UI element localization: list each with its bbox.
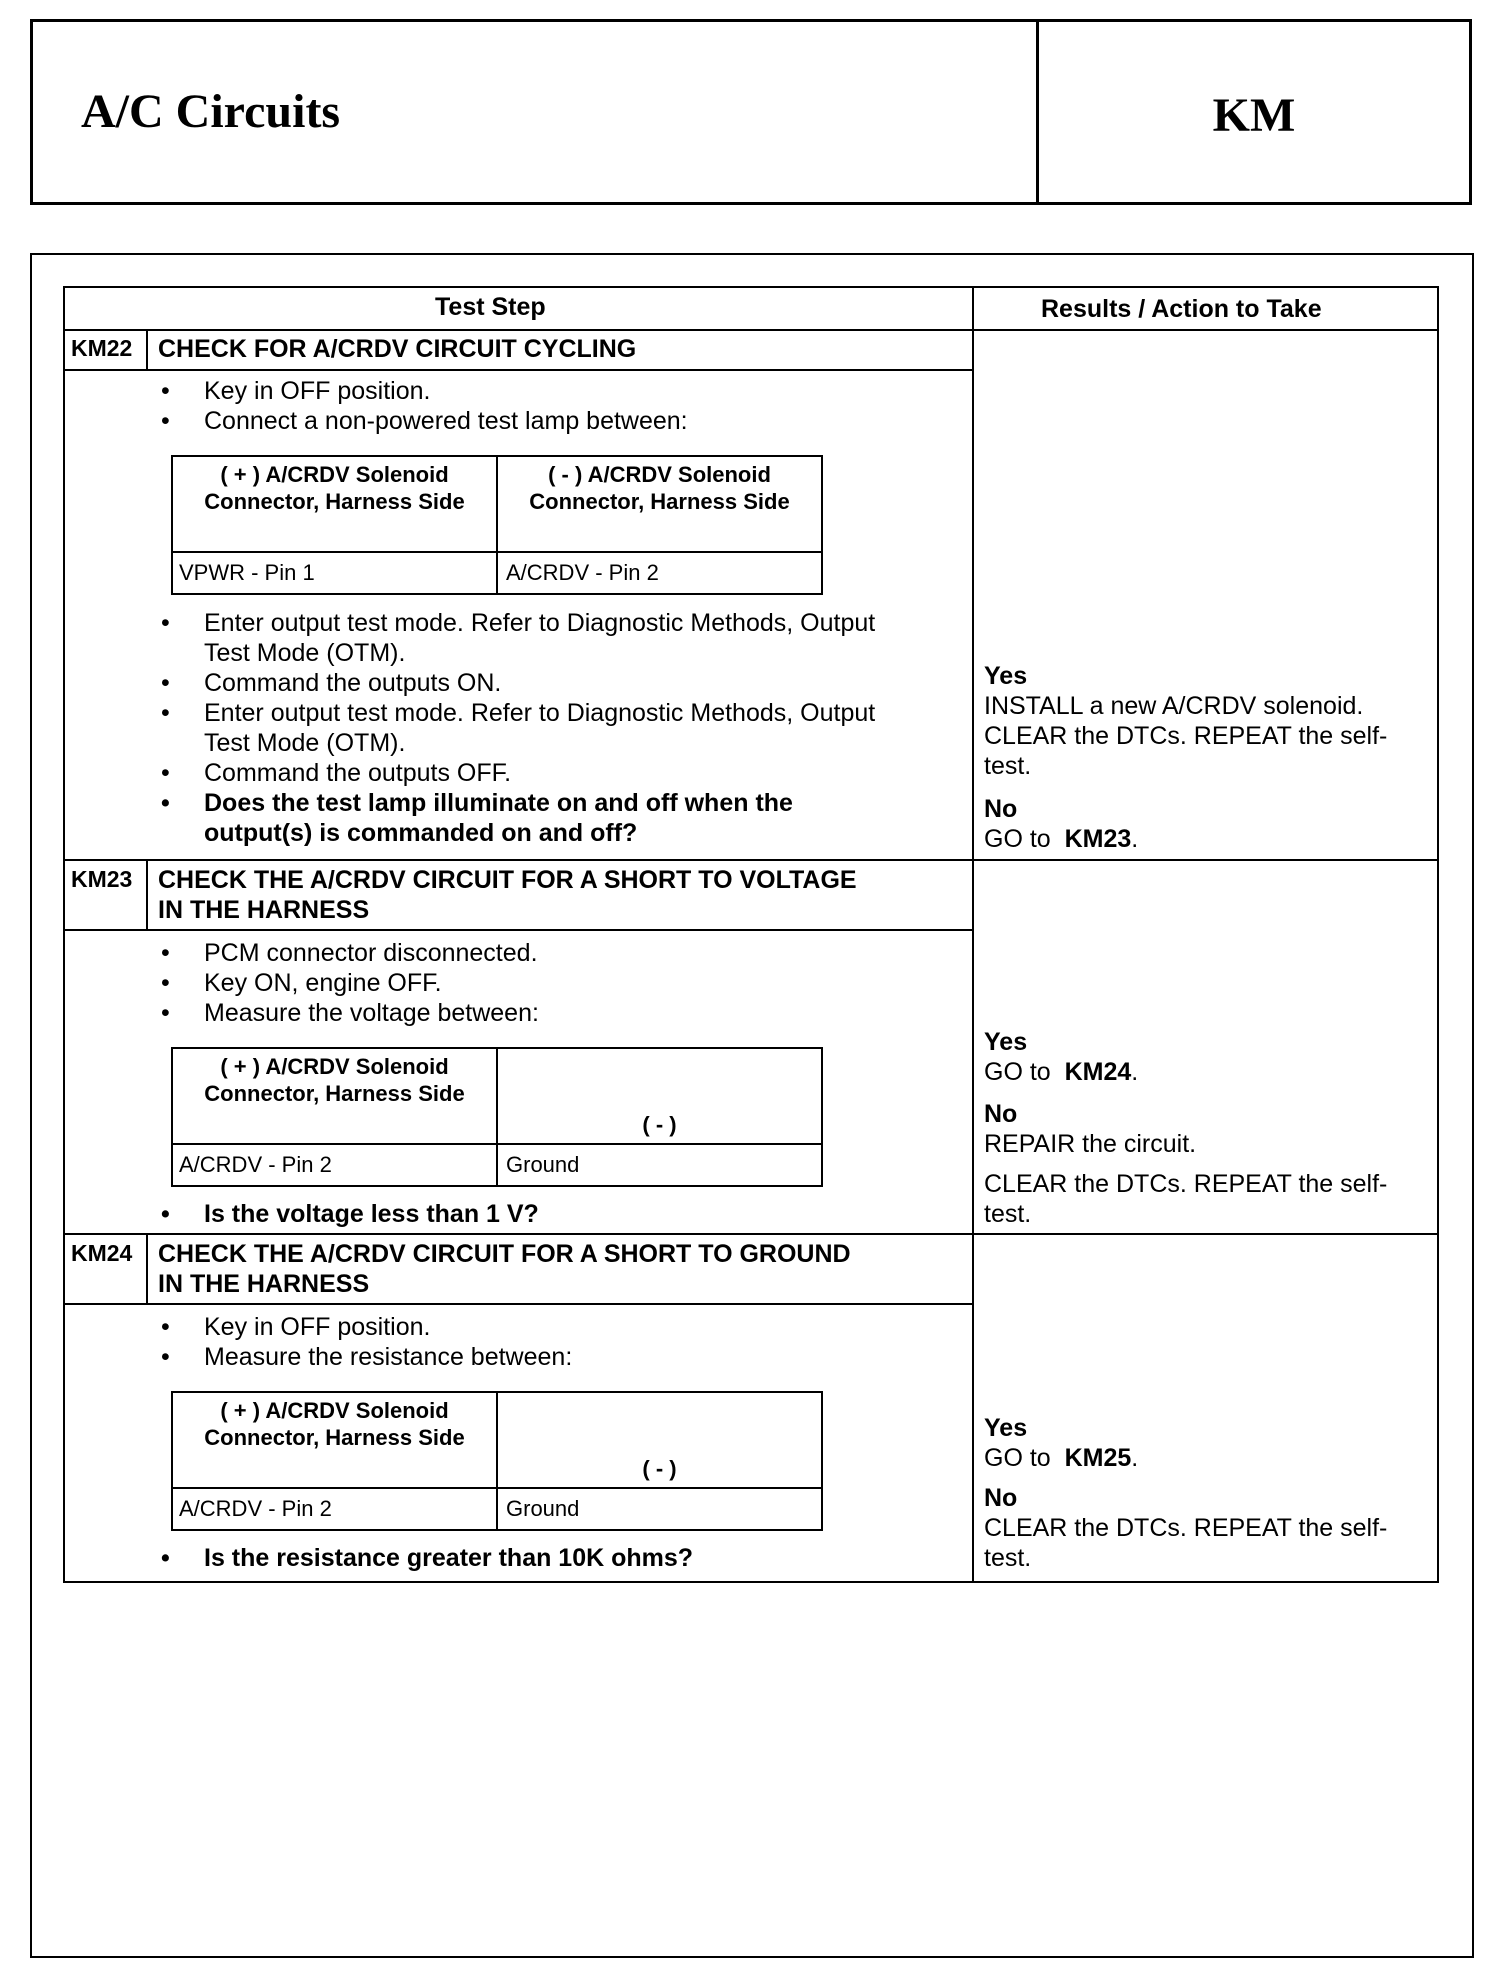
step-id: KM23 (71, 866, 133, 892)
step-ref-link[interactable]: KM25 (1064, 1444, 1132, 1472)
no-action: GO to (984, 825, 1051, 853)
section-code: KM (1212, 89, 1296, 142)
id-divider (146, 859, 148, 930)
sub-col-header: ( + ) A/CRDV Solenoid Connector, Harness Side (204, 1054, 465, 1106)
sub-divider (173, 1487, 821, 1489)
no-label: No (984, 1484, 1018, 1512)
title-line (65, 929, 972, 931)
step-question: • Is the resistance greater than 10K ohms? (204, 1543, 693, 1573)
sub-cell: Ground (506, 1496, 580, 1521)
title-line (65, 1303, 972, 1305)
measurement-table (171, 1391, 823, 1531)
sub-col-header: ( - ) (642, 1456, 677, 1481)
step-title: CHECK FOR A/CRDV CIRCUIT CYCLING (158, 335, 637, 363)
sub-divider (496, 457, 498, 593)
no-action: CLEAR the DTCs. REPEAT the self-test. (984, 1514, 1388, 1572)
no-label: No (984, 1100, 1018, 1128)
connection-table (171, 455, 823, 595)
step-question: • Is the voltage less than 1 V? (204, 1199, 539, 1229)
bullet-item: • Key ON, engine OFF. (204, 968, 442, 998)
diagnostic-table: Test Step Results / Action to Take KM22 CHECK FOR A/CRDV CIRCUIT CYCLING • Key in OFF position. • Connect a non-powered test lamp between: ( + ) A/CRDV Solenoid Connector, Harness Side ( - ) A/CRDV Solenoid Connector, Harness Side VPWR - Pin 1 A/CRDV - Pin 2 • Enter output test mode. Refer to Diagnostic Methods, Output Test Mode (OTM). • Command the outputs ON. • Enter output test mode. Refer to Diagnostic Methods, Output Test Mode (OTM). • Command the outputs OFF. • Does the test lamp illuminate on and off when the output(s) is commanded on and off? Yes INSTALL a new A/CRDV solenoid. CLEAR the DTCs. REPEAT the self-test. No GO to KM23. KM23 CHECK THE A/CRDV CIRCUIT FOR A SHORT TO VOLTAGE IN THE HARNESS • PCM connector disconnected. • Key ON, engine OFF. • Measure the voltage between: ( + ) A/CRDV Solenoid Connector, Harness Side ( - ) A/CRDV - Pin 2 Ground • Is the voltage less than 1 V? Yes GO to KM24. No REPAIR the circuit. CLEAR the DTCs. REPEAT the self-test. KM24 CHECK THE A/CRDV CIRCUIT FOR A SHORT TO GROUND IN THE HARNESS • Key in OFF position. • Measure the resistance between: ( + ) A/CRDV Solenoid Connector, Harness Side ( - ) A/CRDV - Pin 2 Ground • Is the resistance greater than 10K ohms? Yes GO to KM25. No CLEAR the DTCs. REPEAT the self-test. (63, 286, 1439, 1583)
bullet-item: • PCM connector disconnected. (204, 938, 538, 968)
header-row-line (65, 329, 1437, 331)
measurement-table (171, 1047, 823, 1187)
col-header-test-step: Test Step (435, 293, 546, 321)
sub-divider (173, 1143, 821, 1145)
step-title: CHECK THE A/CRDV CIRCUIT FOR A SHORT TO GROUND IN THE HARNESS (158, 1240, 851, 1298)
yes-action: GO to (984, 1058, 1051, 1086)
yes-label: Yes (984, 1028, 1028, 1056)
bullet-item: • Command the outputs ON. (204, 668, 501, 698)
id-divider (146, 329, 148, 370)
yes-action: GO to (984, 1444, 1051, 1472)
no-action: REPAIR the circuit. (984, 1130, 1197, 1158)
sub-col-header: ( - ) A/CRDV Solenoid Connector, Harness Side (529, 462, 790, 514)
bullet-item: • Enter output test mode. Refer to Diagnostic Methods, Output Test Mode (OTM). (204, 698, 894, 758)
sub-cell: Ground (506, 1152, 580, 1177)
sub-col-header: ( + ) A/CRDV Solenoid Connector, Harness Side (204, 462, 465, 514)
step-title: CHECK THE A/CRDV CIRCUIT FOR A SHORT TO VOLTAGE IN THE HARNESS (158, 866, 857, 924)
yes-action: INSTALL a new A/CRDV solenoid. CLEAR the DTCs. REPEAT the self-test. (984, 692, 1388, 780)
step-question: • Does the test lamp illuminate on and off when the output(s) is commanded on and off? (204, 788, 904, 848)
bullet-item: • Measure the resistance between: (204, 1342, 572, 1372)
bullet-item: • Key in OFF position. (204, 1312, 430, 1342)
sub-cell: A/CRDV - Pin 2 (179, 1152, 332, 1177)
no-label: No (984, 795, 1018, 823)
step-separator (65, 859, 1437, 861)
sub-divider (173, 551, 821, 553)
id-divider (146, 1233, 148, 1304)
sub-col-header: ( + ) A/CRDV Solenoid Connector, Harness Side (204, 1398, 465, 1450)
page-header (30, 19, 1472, 205)
page-title: A/C Circuits (81, 85, 341, 138)
sub-cell: VPWR - Pin 1 (179, 560, 315, 585)
col-header-results: Results / Action to Take (1041, 295, 1322, 323)
bullet-item: • Connect a non-powered test lamp between: (204, 406, 688, 436)
yes-label: Yes (984, 1414, 1028, 1442)
step-ref-link[interactable]: KM23 (1064, 825, 1132, 853)
yes-label: Yes (984, 662, 1028, 690)
column-divider (972, 288, 974, 1581)
sub-divider (496, 1393, 498, 1529)
step-id: KM22 (71, 335, 133, 361)
no-action: CLEAR the DTCs. REPEAT the self-test. (984, 1170, 1388, 1228)
sub-cell: A/CRDV - Pin 2 (506, 560, 659, 585)
step-ref-link[interactable]: KM24 (1064, 1058, 1132, 1086)
bullet-item: • Measure the voltage between: (204, 998, 539, 1028)
sub-divider (496, 1049, 498, 1185)
step-separator (65, 1233, 1437, 1235)
bullet-item: • Command the outputs OFF. (204, 758, 511, 788)
bullet-item: • Enter output test mode. Refer to Diagnostic Methods, Output Test Mode (OTM). (204, 608, 894, 668)
sub-cell: A/CRDV - Pin 2 (179, 1496, 332, 1521)
title-line (65, 369, 972, 371)
step-id: KM24 (71, 1240, 133, 1266)
sub-col-header: ( - ) (642, 1112, 677, 1137)
bullet-item: • Key in OFF position. (204, 376, 430, 406)
